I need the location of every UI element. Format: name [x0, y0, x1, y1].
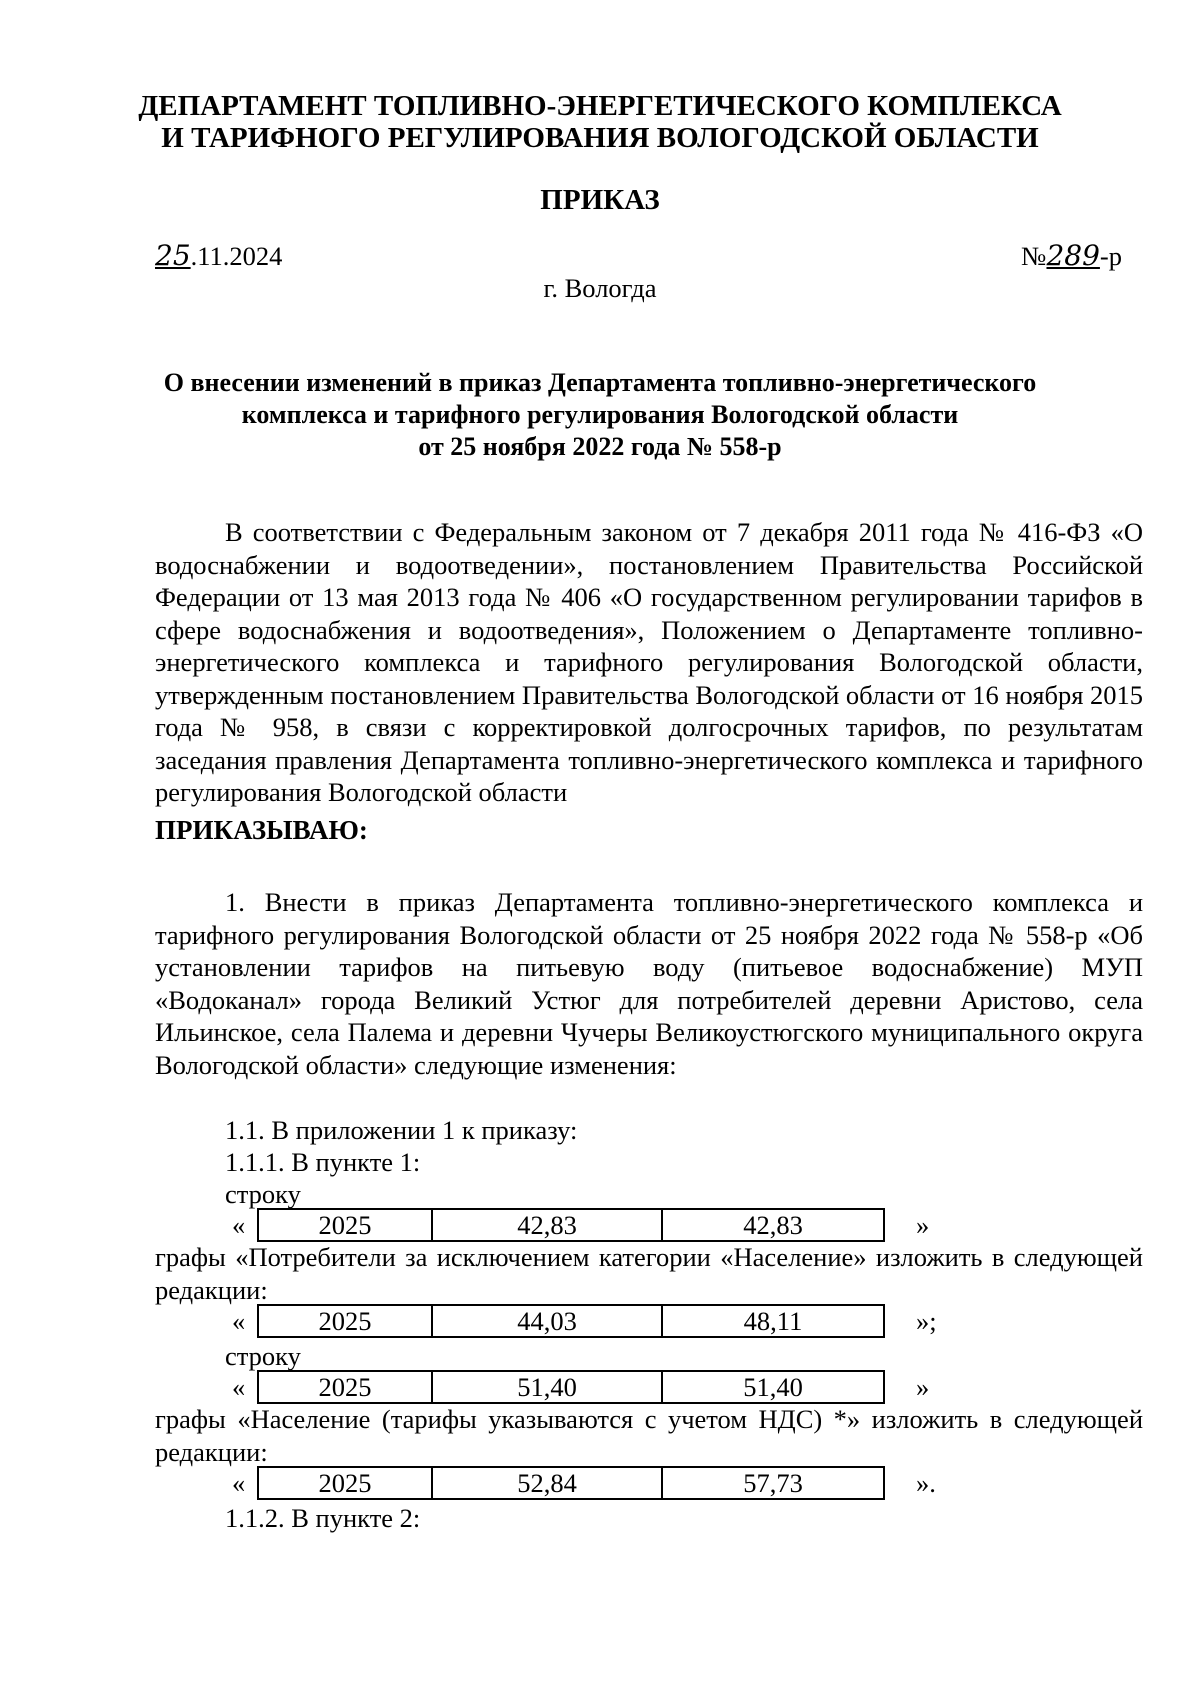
date-handwritten: 25 [155, 239, 191, 272]
tariff-year: 2025 [258, 1209, 432, 1241]
document-number [1021, 240, 1122, 272]
tariff-year: 2025 [258, 1467, 432, 1499]
tariff-year: 2025 [258, 1305, 432, 1337]
item-1-paragraph: 1. Внести в приказ Департамента топливно-энергетического комплекса и тарифного регулирования Вологодской области от 25 ноября 2022 года № 558-р «Об установлении тарифов на питьевую воду (питьевое водоснабжение) МУП «Водоканал» города Великий Устюг для потребителей деревни Аристово, села Ильинское, села Палема и деревни Чучеры Великоустюгского муниципального округа Вологодской области» следующие изменения: [155, 887, 1143, 1080]
title-line2: комплекса и тарифного регулирования Вологодской области [241, 400, 959, 429]
tariff-row-old-2 [257, 1370, 885, 1404]
quote-close-2: »; [916, 1306, 937, 1336]
tariff-row-new-2 [257, 1466, 885, 1500]
tariff-value-h2: 48,11 [662, 1305, 884, 1337]
row-word-2: строку [225, 1341, 301, 1371]
quote-close-3: » [916, 1372, 930, 1402]
tariff-year: 2025 [258, 1371, 432, 1403]
tariff-value-h2: 57,73 [662, 1467, 884, 1499]
document-type: ПРИКАЗ [540, 184, 660, 216]
row-word-1: строку [225, 1179, 301, 1209]
tariff-value-h1: 44,03 [432, 1305, 662, 1337]
quote-open-1: « [232, 1210, 246, 1240]
item-1-1-2: 1.1.2. В пункте 2: [225, 1503, 421, 1533]
title-line3: от 25 ноября 2022 года № 558-р [418, 432, 782, 461]
tariff-row-new-1 [257, 1304, 885, 1338]
item-1-1-1: 1.1.1. В пункте 1: [225, 1147, 421, 1177]
item-1-1: 1.1. В приложении 1 к приказу: [225, 1115, 578, 1145]
order-word: ПРИКАЗЫВАЮ: [155, 815, 368, 845]
number-suffix: -р [1099, 241, 1122, 271]
graph-2-instruction: графы «Население (тарифы указываются с учетом НДС) *» изложить в следующей редакции: [155, 1404, 1143, 1467]
tariff-row-old-1 [257, 1208, 885, 1242]
department-name-line1: ДЕПАРТАМЕНТ ТОПЛИВНО-ЭНЕРГЕТИЧЕСКОГО КОМПЛЕКСА [138, 90, 1062, 122]
quote-open-2: « [232, 1306, 246, 1336]
graph-1-instruction: графы «Потребители за исключением категории «Население» изложить в следующей редакции: [155, 1242, 1143, 1305]
quote-open-4: « [232, 1468, 246, 1498]
date-rest: .11.2024 [190, 241, 283, 271]
preamble-paragraph: В соответствии с Федеральным законом от 7 декабря 2011 года № 416-ФЗ «О водоснабжении и водоотведении», постановлением Правительства Российской Федерации от 13 мая 2013 года № 406 «О государственном регулировании тарифов в сфере водоснабжения и водоотведения», Положением о Департаменте топливно-энергетического комплекса и тарифного регулирования Вологодской области, утвержденным постановлением Правительства Вологодской области от 16 ноября 2015 года № 958, в связи с корректировкой долгосрочных тарифов, по результатам заседания правления Департамента топливно-энергетического комплекса и тарифного регулирования Вологодской области [155, 517, 1144, 807]
tariff-value-h1: 52,84 [432, 1467, 662, 1499]
quote-open-3: « [232, 1372, 246, 1402]
tariff-value-h1: 51,40 [432, 1371, 662, 1403]
tariff-value-h1: 42,83 [432, 1209, 662, 1241]
document-date [155, 240, 282, 272]
department-name-line2: И ТАРИФНОГО РЕГУЛИРОВАНИЯ ВОЛОГОДСКОЙ ОБЛАСТИ [161, 122, 1039, 154]
tariff-value-h2: 42,83 [662, 1209, 884, 1241]
tariff-value-h2: 51,40 [662, 1371, 884, 1403]
number-handwritten: 289 [1046, 239, 1100, 272]
quote-close-1: » [916, 1210, 930, 1240]
quote-close-4: ». [916, 1468, 936, 1498]
city: г. Вологда [543, 273, 657, 303]
number-prefix: № [1021, 241, 1047, 271]
title-line1: О внесении изменений в приказ Департамента топливно-энергетического [163, 368, 1037, 397]
